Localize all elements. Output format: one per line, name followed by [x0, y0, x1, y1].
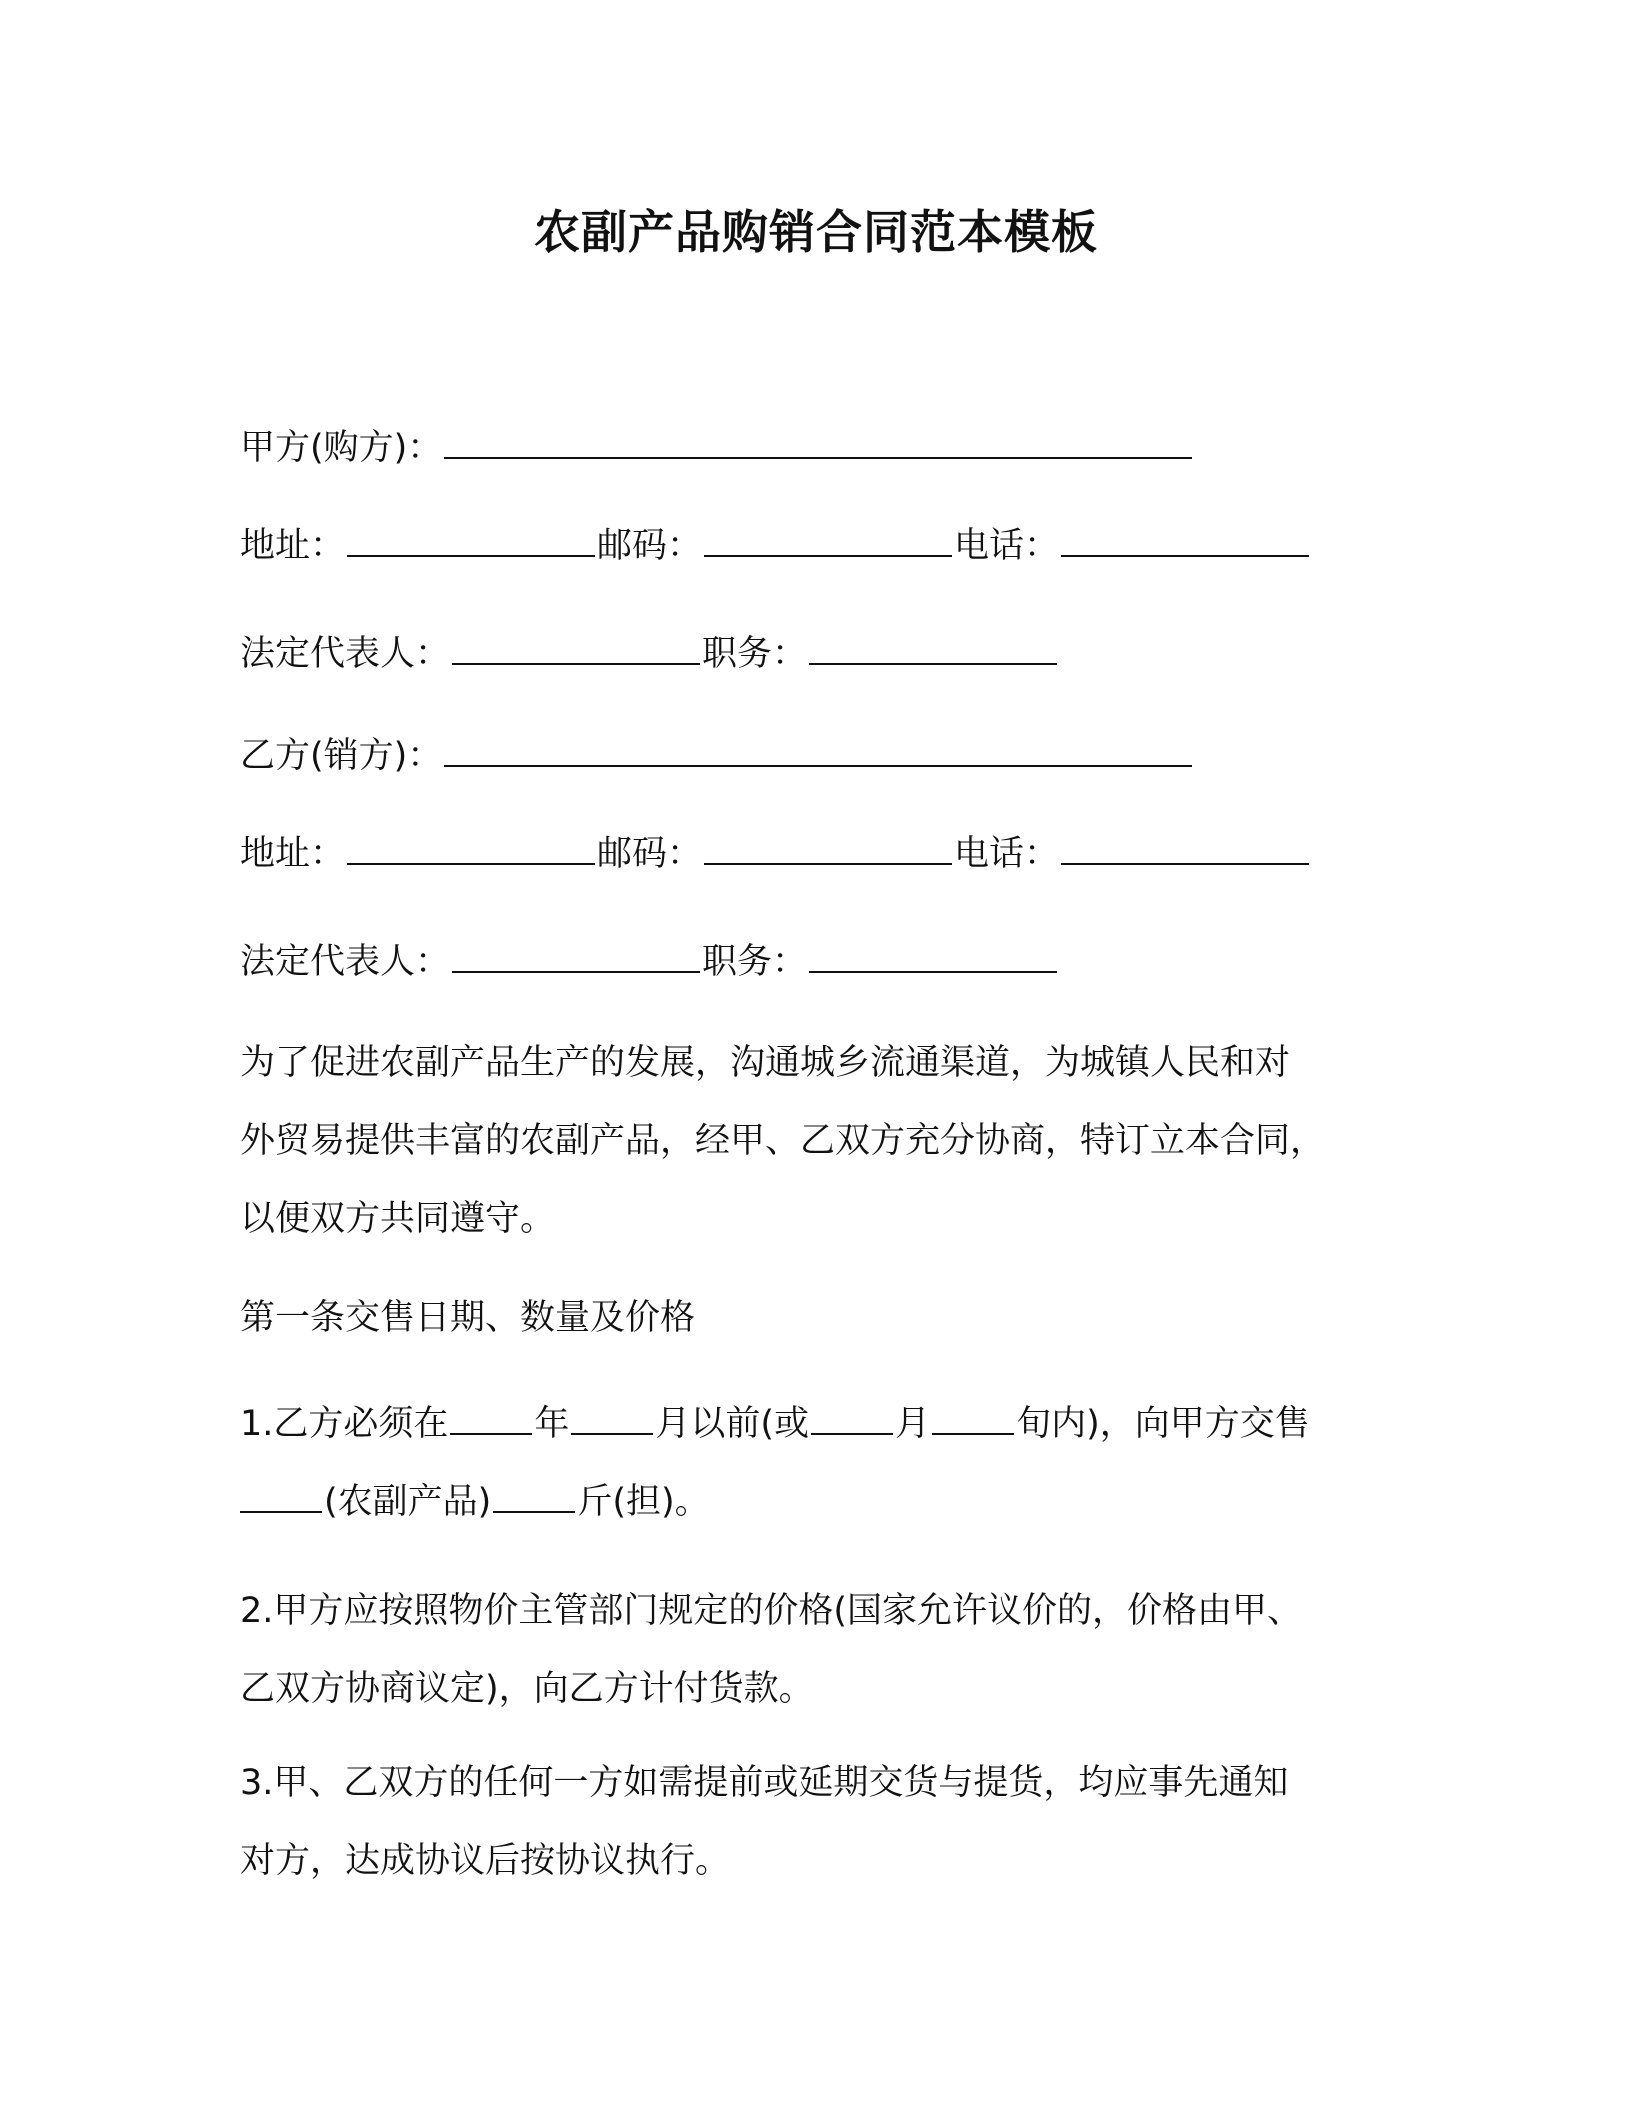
party-a-postcode-label: 邮码： — [597, 526, 703, 566]
party-b-postcode-label: 邮码： — [597, 834, 703, 874]
item-1-text: 月以前(或 — [655, 1404, 810, 1444]
preamble-line: 以便双方共同遵守。 — [240, 1199, 556, 1239]
product-blank — [240, 1481, 322, 1513]
party-b-address-blank — [347, 833, 595, 865]
page-title: 农副产品购销合同范本模板 — [534, 205, 1098, 259]
party-b-position-blank — [809, 941, 1057, 973]
party-b-position-label: 职务： — [702, 942, 808, 982]
party-b-rep-blank — [452, 941, 700, 973]
party-a-address-blank — [347, 525, 595, 557]
item-2-line: 乙双方协商议定)，向乙方计付货款。 — [240, 1669, 814, 1709]
party-a-rep-label: 法定代表人： — [240, 634, 451, 674]
alt-month-blank — [811, 1403, 893, 1435]
item-1-text: 1.乙方必须在 — [240, 1404, 449, 1444]
party-a-phone-blank — [1061, 525, 1309, 557]
party-b-label: 乙方(销方)： — [240, 736, 443, 776]
item-3-line: 对方，达成协议后按协议执行。 — [240, 1841, 731, 1881]
item-1-text: 年 — [534, 1404, 570, 1444]
item-1-text: 月 — [895, 1404, 931, 1444]
preamble-line: 为了促进农副产品生产的发展，沟通城乡流通渠道，为城镇人民和对 — [240, 1043, 1291, 1083]
party-a-rep-line — [240, 630, 1059, 678]
party-b-postcode-blank — [704, 833, 952, 865]
party-b-phone-label: 电话： — [954, 834, 1060, 874]
year-blank — [450, 1403, 532, 1435]
party-b-rep-label: 法定代表人： — [240, 942, 451, 982]
preamble-paragraph — [240, 1024, 1380, 1258]
article-1-heading: 第一条交售日期、数量及价格 — [240, 1298, 696, 1338]
quantity-blank — [493, 1481, 575, 1513]
item-3-line: 3.甲、乙双方的任何一方如需提前或延期交货与提货，均应事先通知 — [240, 1763, 1289, 1803]
party-b-rep-line — [240, 938, 1059, 986]
month-blank — [571, 1403, 653, 1435]
party-a-position-blank — [809, 633, 1057, 665]
party-b-contact-line — [240, 830, 1311, 878]
party-a-line — [240, 424, 1194, 472]
party-a-address-label: 地址： — [240, 526, 346, 566]
party-b-address-label: 地址： — [240, 834, 346, 874]
item-1-text: 旬内)，向甲方交售 — [1016, 1404, 1310, 1444]
item-3-paragraph — [240, 1744, 1380, 1900]
ten-day-blank — [932, 1403, 1014, 1435]
preamble-line: 外贸易提供丰富的农副产品，经甲、乙双方充分协商，特订立本合同， — [240, 1121, 1326, 1161]
party-b-phone-blank — [1061, 833, 1309, 865]
party-a-rep-blank — [452, 633, 700, 665]
item-1-line-2 — [240, 1478, 710, 1526]
party-a-blank — [444, 427, 1192, 459]
item-2-line: 2.甲方应按照物价主管部门规定的价格(国家允许议价的，价格由甲、 — [240, 1591, 1303, 1631]
party-a-position-label: 职务： — [702, 634, 808, 674]
party-a-label: 甲方(购方)： — [240, 428, 443, 468]
party-b-line — [240, 732, 1194, 780]
item-1-line-1 — [240, 1400, 1310, 1448]
party-a-contact-line — [240, 522, 1311, 570]
party-a-phone-label: 电话： — [954, 526, 1060, 566]
item-2-paragraph — [240, 1572, 1380, 1728]
party-a-postcode-blank — [704, 525, 952, 557]
item-1-text: 斤(担)。 — [577, 1482, 710, 1522]
item-1-text: (农副产品) — [324, 1482, 492, 1522]
party-b-blank — [444, 735, 1192, 767]
